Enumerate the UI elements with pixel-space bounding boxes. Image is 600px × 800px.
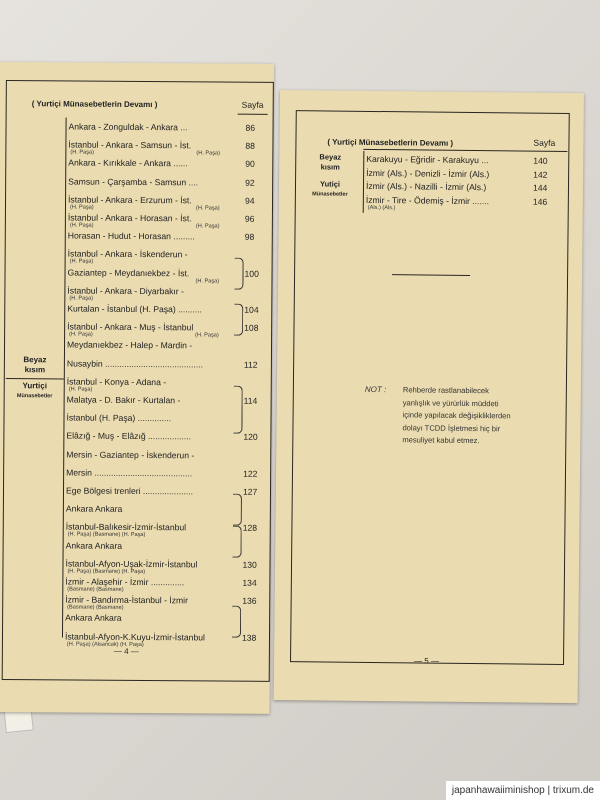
route-text: İzmir (Als.) - Denizli - İzmir (Als.)	[366, 167, 490, 179]
left-side-yurtici: Yurtiçi	[22, 381, 47, 391]
station-note: (H. Paşa)	[69, 258, 94, 266]
route-text: Horasan - Hudut - Horasan .........	[67, 230, 195, 242]
station-note: (H. Paşa) (Alsancak) (H. Paşa)	[66, 641, 144, 648]
right-header-sayfa: Sayfa	[533, 137, 556, 148]
page-ref: 146	[532, 196, 548, 207]
watermark: japanhawaiiminishop | trixum.de	[446, 781, 600, 800]
left-page	[0, 62, 274, 714]
station-note: (H. Paşa)	[195, 205, 220, 212]
route-text: İstanbul - Ankara - Erzurum - İst.	[68, 194, 192, 206]
page-ref: 86	[245, 122, 256, 133]
page-ref: 94	[245, 195, 255, 206]
route-text: Meydanıekbez - Halep - Mardin -	[66, 339, 193, 351]
route-text: Ankara Ankara	[65, 503, 123, 515]
right-side-munasebetler: Münasebetler	[312, 191, 348, 198]
station-note: (H. Paşa)	[195, 277, 220, 285]
page-ref: 136	[242, 595, 257, 606]
route-text: Gaziantep - Meydanıekbez - İst.	[67, 267, 190, 278]
station-note: (H. Paşa)	[195, 332, 219, 339]
brace	[232, 606, 241, 638]
right-side-yurtici: Yutiçi	[319, 179, 341, 189]
page-ref: 112	[243, 359, 258, 370]
page-ref: 140	[533, 155, 548, 166]
page-ref: 127	[242, 486, 258, 497]
note-label: NOT :	[364, 384, 387, 395]
page-ref: 114	[243, 395, 258, 406]
brace	[234, 304, 243, 336]
station-note: (Als.) (Als.)	[367, 204, 396, 212]
route-text: Mersin .........................................	[66, 467, 193, 479]
right-page	[274, 90, 584, 703]
station-note: (H. Paşa)	[196, 150, 221, 157]
route-text: Ankara Ankara	[65, 540, 123, 551]
station-note: (H. Paşa) (Basmane) (H. Paşa)	[67, 531, 146, 539]
route-text: İstanbul-Afyon-Uşak-İzmir-İstanbul	[65, 558, 198, 570]
page-ref: 122	[243, 468, 258, 479]
left-header-underline	[238, 114, 268, 115]
page-ref: 104	[244, 304, 259, 315]
page-ref: 138	[241, 632, 257, 643]
page-ref: 90	[245, 159, 255, 170]
station-note: (H. Paşa)	[68, 386, 93, 393]
route-text: Karakuyu - Eğridir - Karakuyu ...	[366, 153, 489, 166]
route-text: Malatya - D. Bakır - Kurtalan -	[66, 394, 181, 406]
route-text: İstanbul - Ankara - Diyarbakır -	[67, 285, 184, 297]
route-text: Samsun - Çarşamba - Samsun ....	[68, 176, 199, 187]
page-ref: 88	[245, 140, 256, 151]
page-ref: 144	[532, 182, 548, 193]
station-note: (H. Paşa) (Basmane) (H. Paşa)	[67, 568, 146, 575]
station-note: (H. Paşa)	[195, 223, 220, 230]
page-ref: 92	[245, 177, 255, 188]
right-page-number: — 5 —	[413, 656, 439, 666]
route-text: Kurtalan - İstanbul (H. Paşa) ..........	[67, 303, 203, 315]
station-note: (Basmane) (Basmane)	[67, 586, 124, 593]
brace	[233, 494, 242, 526]
station-note: (H. Paşa)	[69, 295, 93, 302]
left-header-sayfa: Sayfa	[241, 99, 264, 110]
route-text: Ankara - Zonguldak - Ankara ...	[68, 121, 188, 133]
station-note: (H. Paşa)	[69, 204, 94, 211]
brace	[233, 386, 242, 434]
route-text: İzmir - Bandırma-İstanbul - İzmir	[65, 594, 189, 606]
left-side-munasebetler: Münasebetler	[16, 393, 53, 400]
route-text: İstanbul - Konya - Adana -	[66, 376, 167, 387]
page-ref: 128	[242, 523, 258, 534]
station-note: (H. Paşa)	[70, 149, 95, 156]
route-text: Ege Bölgesi trenleri .....................	[65, 485, 194, 497]
station-note: (H. Paşa)	[69, 331, 93, 338]
route-text: Elâzığ - Muş - Elâzığ ..................	[66, 430, 192, 442]
note-text: Rehberde rastlanabilecek yanlışlık ve yürürlük müddeti içinde yapılacak değişikliklerden dolayı TCDD İşletmesi hiç bir mesuliyet kabul etmez.	[402, 385, 511, 446]
page-ref: 134	[242, 577, 257, 588]
route-text: Ankara Ankara	[65, 612, 122, 624]
station-note: (H. Paşa)	[69, 222, 94, 229]
route-text: İstanbul - Ankara - Muş - İstanbul	[67, 321, 194, 333]
page-ref: 120	[243, 432, 258, 443]
page-ref: 100	[244, 268, 259, 279]
route-text: Ankara - Kırıkkale - Ankara ......	[68, 157, 188, 169]
page-ref: 130	[242, 559, 257, 570]
left-side-beyaz: Beyaz	[23, 355, 47, 365]
route-text: İstanbul-Balıkesir-İzmir-İstanbul	[65, 521, 187, 533]
page-ref: 108	[244, 322, 259, 333]
station-note: (Basmane) (Basmane)	[67, 604, 124, 612]
route-text: Mersin - Gaziantep - İskenderun -	[66, 449, 195, 460]
route-text: İstanbul - Ankara - Horasan - İst.	[67, 212, 192, 224]
route-text: İstanbul - Ankara - Samsun - İst.	[68, 139, 192, 151]
page-ref: 96	[244, 213, 255, 224]
route-text: İzmir - Tire - Ödemiş - İzmir .......	[365, 194, 490, 206]
route-text: İzmir - Alaşehir - İzmir ..............	[65, 576, 185, 588]
left-page-number: — 4 —	[113, 646, 139, 656]
route-text: İzmir (Als.) - Nazilli - İzmir (Als.)	[365, 181, 487, 193]
route-text: Nusaybin .........................................	[66, 358, 204, 370]
brace	[233, 526, 242, 558]
route-text: İstanbul (H. Paşa) ..............	[66, 412, 172, 424]
route-text: İstanbul-Afyon-K.Kuyu-İzmir-İstanbul	[64, 631, 205, 643]
brace	[234, 258, 243, 290]
right-side-kisim: kısım	[320, 162, 340, 172]
route-text: İstanbul - Ankara - İskenderun -	[67, 248, 188, 260]
page-ref: 142	[533, 169, 548, 180]
right-side-beyaz: Beyaz	[319, 152, 342, 162]
left-side-kisim: kısım	[24, 365, 46, 375]
left-header-title: ( Yurtiçi Münasebetlerin Devamı )	[31, 99, 158, 110]
page-ref: 98	[244, 231, 255, 242]
right-header-title: ( Yurtiçi Münasebetlerin Devamı )	[327, 137, 454, 148]
